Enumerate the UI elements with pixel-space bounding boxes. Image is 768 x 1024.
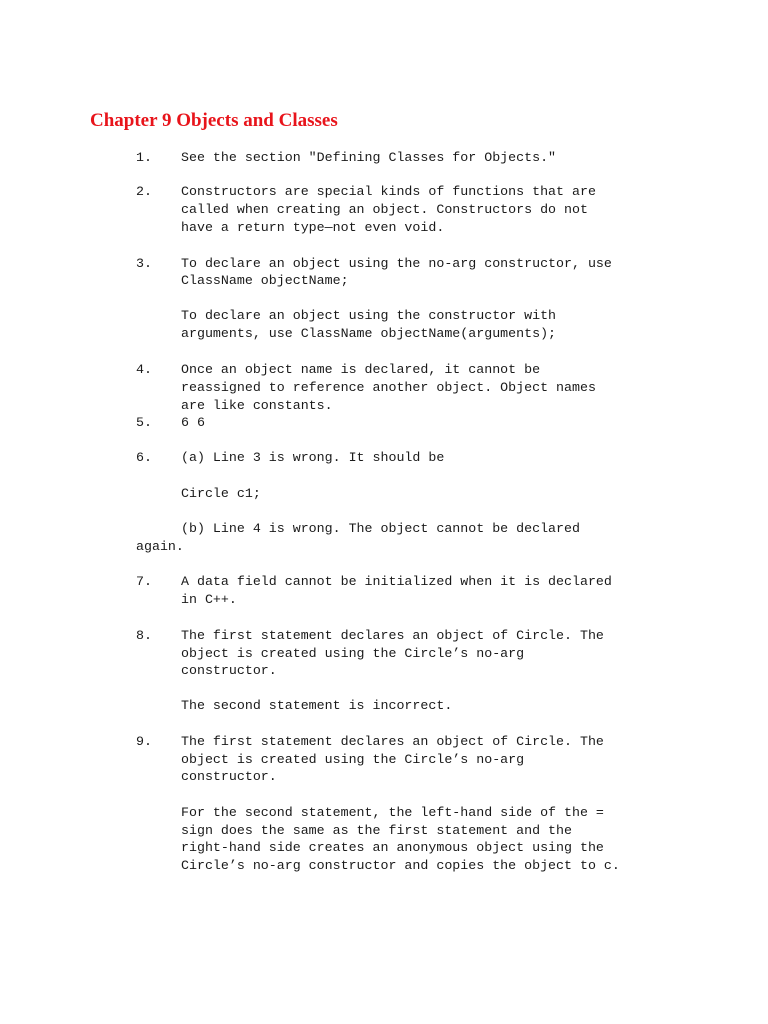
item-text-line: sign does the same as the first statement and the	[181, 823, 572, 838]
item-number: 4.	[136, 362, 152, 377]
item-text-line: constructor.	[181, 663, 277, 678]
item-text-line: Circle’s no-arg constructor and copies the object to c.	[181, 858, 620, 873]
item-number: 8.	[136, 628, 152, 643]
item-text-line: For the second statement, the left-hand side of the =	[181, 805, 604, 820]
item-number: 7.	[136, 574, 152, 589]
item-text-line: The second statement is incorrect.	[181, 698, 453, 713]
item-number: 2.	[136, 184, 152, 199]
item-text-line: The first statement declares an object of Circle. The	[181, 734, 604, 749]
item-text-line: again.	[136, 539, 184, 554]
item-text-line: Once an object name is declared, it cannot be	[181, 362, 541, 377]
item-text-line: (a) Line 3 is wrong. It should be	[181, 450, 445, 465]
item-number: 6.	[136, 450, 152, 465]
item-number: 1.	[136, 150, 152, 165]
item-text-line: To declare an object using the constructor with	[181, 308, 557, 323]
item-text-line: The first statement declares an object of Circle. The	[181, 628, 604, 643]
item-text-line: ClassName objectName;	[181, 273, 349, 288]
item-text-line: constructor.	[181, 769, 277, 784]
item-text-line: Constructors are special kinds of functions that are	[181, 184, 596, 199]
item-text-line: are like constants.	[181, 398, 333, 413]
item-text-line: 6 6	[181, 415, 205, 430]
item-text-line: (b) Line 4 is wrong. The object cannot be declared	[181, 521, 580, 536]
item-number: 3.	[136, 256, 152, 271]
item-text-line: To declare an object using the no-arg constructor, use	[181, 256, 612, 271]
item-text-line: object is created using the Circle’s no-arg	[181, 752, 525, 767]
item-text-line: in C++.	[181, 592, 237, 607]
item-number: 5.	[136, 415, 152, 430]
item-text-line: have a return type—not even void.	[181, 220, 445, 235]
item-text-line: right-hand side creates an anonymous object using the	[181, 840, 604, 855]
item-text-line: called when creating an object. Constructors do not	[181, 202, 588, 217]
item-text-line: object is created using the Circle’s no-arg	[181, 646, 525, 661]
item-text-line: reassigned to reference another object. Object names	[181, 380, 596, 395]
item-number: 9.	[136, 734, 152, 749]
code-line: Circle c1;	[181, 486, 261, 501]
item-text-line: arguments, use ClassName objectName(arguments);	[181, 326, 557, 341]
chapter-title: Chapter 9 Objects and Classes	[90, 110, 338, 131]
item-text-line: A data field cannot be initialized when it is declared	[181, 574, 612, 589]
item-text-line: See the section "Defining Classes for Objects."	[181, 150, 557, 165]
